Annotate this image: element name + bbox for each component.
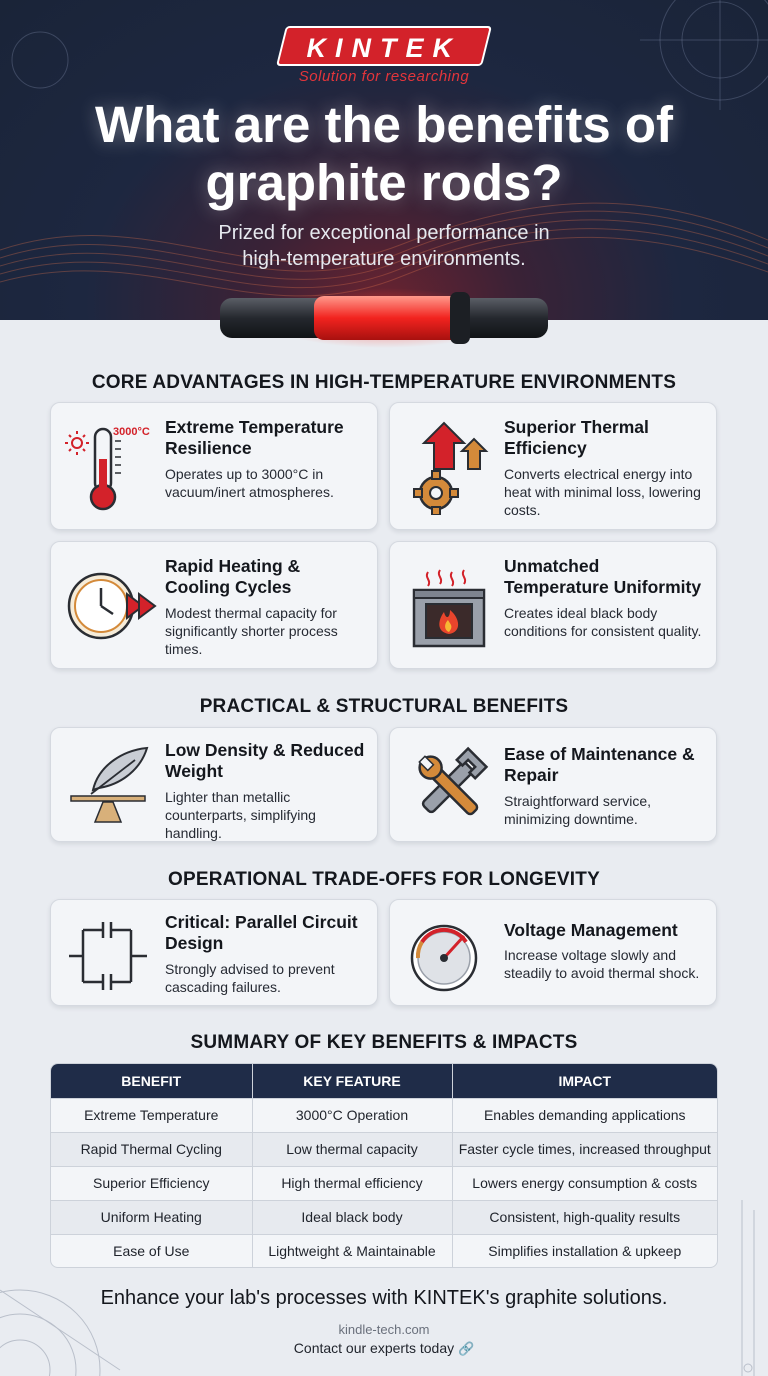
brand-tagline: Solution for researching (298, 68, 470, 85)
section-title-summary: SUMMARY OF KEY BENEFITS & IMPACTS (190, 1032, 578, 1053)
table-cell: Faster cycle times, increased throughput (452, 1132, 717, 1166)
card-parallel-circuit (50, 899, 378, 1006)
card-title: Ease of Maintenance & Repair (504, 744, 695, 785)
card-title: Extreme Temperature Resilience (165, 417, 344, 458)
subtitle-line-1: Prized for exceptional performance in (218, 222, 550, 244)
table-cell: Uniform Heating (51, 1200, 252, 1234)
card-maintenance (389, 727, 717, 842)
card-description: Modest thermal capacity for significantly shorter process times. (165, 605, 338, 657)
section-title-tradeoffs: OPERATIONAL TRADE-OFFS FOR LONGEVITY (168, 869, 600, 890)
table-cell: Lowers energy consumption & costs (452, 1166, 717, 1200)
table-cell: Rapid Thermal Cycling (51, 1132, 252, 1166)
table-cell: Simplifies installation & upkeep (452, 1234, 717, 1268)
subtitle-line-2: high-temperature environments. (242, 248, 526, 270)
table-cell: Low thermal capacity (252, 1132, 452, 1166)
table-cell: Enables demanding applications (452, 1098, 717, 1132)
link-icon: 🔗 (458, 1341, 475, 1356)
table-cell: 3000°C Operation (252, 1098, 452, 1132)
brand-logo (0, 26, 768, 66)
card-temperature (50, 402, 378, 530)
summary-table (50, 1063, 718, 1268)
header-benefit: BENEFIT (51, 1064, 252, 1098)
card-title: Critical: Parallel Circuit Design (165, 912, 358, 953)
footer-call-to-action: Enhance your lab's processes with KINTEK's graphite solutions. (100, 1287, 668, 1309)
table-row (51, 1200, 717, 1234)
card-density (50, 727, 378, 842)
header-key-feature: KEY FEATURE (252, 1064, 452, 1098)
card-description: Increase voltage slowly and steadily to avoid thermal shock. (504, 947, 700, 981)
card-description: Straightforward service, minimizing downtime. (504, 793, 652, 827)
gauge-icon (404, 914, 494, 994)
gear-arrows-icon (404, 419, 494, 515)
card-title: Superior Thermal Efficiency (504, 417, 649, 458)
card-description: Creates ideal black body conditions for consistent quality. (504, 605, 702, 639)
table-row (51, 1098, 717, 1132)
table-cell: Consistent, high-quality results (452, 1200, 717, 1234)
table-row (51, 1166, 717, 1200)
table-row (51, 1132, 717, 1166)
table-cell: Ease of Use (51, 1234, 252, 1268)
header-impact: IMPACT (452, 1064, 717, 1098)
contact-text[interactable]: Contact our experts today (293, 1340, 455, 1356)
card-title: Low Density & Reduced Weight (165, 740, 365, 781)
wrench-icon (404, 742, 494, 830)
thermometer-label: 3000°C (113, 426, 150, 438)
table-header-row (51, 1064, 717, 1098)
card-voltage (389, 899, 717, 1006)
brand-logo-text: KINTEK (306, 33, 461, 63)
furnace-icon (404, 568, 494, 650)
table-cell: Ideal black body (252, 1200, 452, 1234)
card-description: Strongly advised to prevent cascading failures. (165, 961, 335, 995)
card-description: Converts electrical energy into heat with minimal loss, lowering costs. (504, 466, 701, 518)
thermometer-icon (65, 421, 155, 513)
clock-fast-forward-icon (65, 568, 159, 644)
footer-website[interactable]: kindle-tech.com (338, 1322, 430, 1337)
page-subtitle (40, 220, 728, 272)
parallel-circuit-icon (65, 916, 151, 992)
table-cell: Lightweight & Maintainable (252, 1234, 452, 1268)
feather-scale-icon (65, 742, 157, 830)
section-title-core: CORE ADVANTAGES IN HIGH-TEMPERATURE ENVIRONMENTS (91, 372, 677, 393)
table-cell: Superior Efficiency (51, 1166, 252, 1200)
card-rapid-cycles (50, 541, 378, 669)
card-efficiency (389, 402, 717, 530)
table-cell: High thermal efficiency (252, 1166, 452, 1200)
footer-contact-link[interactable] (0, 1340, 768, 1357)
card-title: Unmatched Temperature Uniformity (504, 556, 702, 597)
card-description: Operates up to 3000°C in vacuum/inert atmospheres. (165, 466, 334, 500)
card-title: Rapid Heating & Cooling Cycles (165, 556, 301, 597)
card-uniformity (389, 541, 717, 669)
page-title: What are the benefits of graphite rods? (94, 96, 674, 211)
table-cell: Extreme Temperature (51, 1098, 252, 1132)
card-title: Voltage Management (504, 920, 678, 940)
table-row (51, 1234, 717, 1268)
section-title-practical: PRACTICAL & STRUCTURAL BENEFITS (199, 696, 569, 717)
hero-banner (0, 0, 768, 320)
glowing-rod-illustration (214, 288, 554, 348)
card-description: Lighter than metallic counterparts, simplifying handling. (165, 789, 316, 841)
